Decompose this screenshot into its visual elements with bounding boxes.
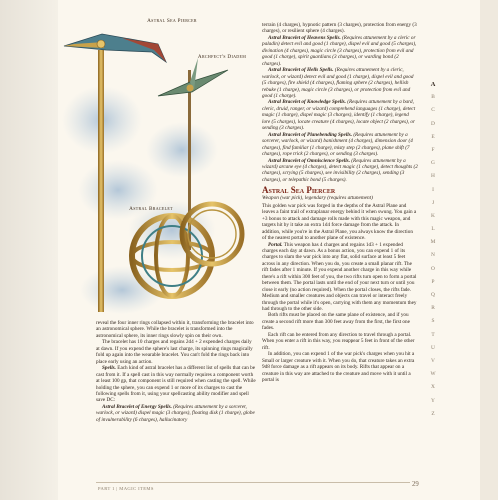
index-letter-n[interactable]: N <box>431 252 435 259</box>
index-letter-s[interactable]: S <box>431 318 435 325</box>
index-letter-m[interactable]: M <box>430 239 436 246</box>
item-subtitle: Weapon (war pick), legendary (requires attunement) <box>262 195 373 202</box>
index-letter-l[interactable]: L <box>431 226 435 233</box>
index-letter-t[interactable]: T <box>431 331 435 338</box>
energy-label: Astral Bracelet of Energy Spells. <box>102 403 172 410</box>
bracelet-paragraph: reveal the four inner rings collapsed within it, transforming the bracelet into an astronomical sphere. While the bracelet is transformed into the astronomical sphere, its inner rings slowly spin on their own. <box>96 320 254 339</box>
omniscience-paragraph: Astral Bracelet of Omniscience Spells. (Requires attunement by a wizard) arcane eye (4 charges), detect magic (1 charge), detect thoughts (2 charges), scrying (5 charges), see invisibility (2 charges), sending (3 charges), or telepathic bond (5 charges). <box>262 157 418 183</box>
index-letter-o[interactable]: O <box>431 265 435 272</box>
index-letter-r[interactable]: R <box>431 305 435 312</box>
index-letter-b[interactable]: B <box>431 94 435 101</box>
index-letter-h[interactable]: H <box>431 173 435 180</box>
spells-paragraph: Spells. Each kind of astral bracelet has a different list of spells that can be cast from it. If a spell cast in this way normally requires a component worth at least 100 gp, that component is still required when casting the spell. While holding the sphere, you can expend 1 or more of its charges to cast the following spells from it, using your spellcasting ability modifier and spell save DC: <box>96 365 256 404</box>
index-letter-w[interactable]: W <box>430 371 436 378</box>
right-margin <box>480 0 498 500</box>
index-letter-k[interactable]: K <box>431 212 435 219</box>
index-letter-j[interactable]: J <box>431 199 435 206</box>
left-margin <box>0 0 58 500</box>
index-letter-a[interactable]: A <box>430 81 436 88</box>
index-letter-p[interactable]: P <box>431 278 435 285</box>
index-letter-u[interactable]: U <box>431 344 435 351</box>
energy-paragraph: Astral Bracelet of Energy Spells. (Requires attunement by a sorcerer, warlock, or wizard) dispel magic (3 charges), floating disk (1 charge), globe of invulnerability (6 charges), hallucinatory <box>96 403 255 423</box>
index-letter-v[interactable]: V <box>431 357 435 364</box>
index-letter-z[interactable]: Z <box>431 410 435 417</box>
index-letter-d[interactable]: D <box>431 120 435 127</box>
planebending-paragraph: Astral Bracelet of Planebending Spells. (Requires attunement by a sorcerer, warlock, or wizard) banishment (4 charges), dimension door (4 charges), find familiar (1 charge), misty step (2 charges), plane shift (7 charges), rope trick (2 charges), or sending (3 charges). <box>262 131 413 158</box>
index-letter-x[interactable]: X <box>431 384 435 391</box>
piercer-paragraph: This golden war pick was forged in the depths of the Astral Plane and leaves a faint trail of extraplanar energy behind it when swung. You gain a +3 bonus to attack and damage rolls made with this magic weapon, and targets hit by it take an extra 1d4 force damage from the attack. In addition, while you're in the Astral Plane, you always know the direction of the nearest portal to another plane of existence. <box>262 202 417 242</box>
portal-paragraph: Portal. This weapon has 4 charges and regains 1d3 + 1 expended charges each day at dawn. As a bonus action, you can expend 1 of its charges to slam the war pick into any flat, solid surface at least 5 feet across in any direction. When you do, you create a small planar rift. The rift fades after 1 minute. If you expend another charge in this way while there's a rift within 300 feet of you, the two rifts turn open to form a portal between them. The portal lasts until the end of your next turn or until you close it early (no action required). When the portal closes, the rifts fade. Medium and smaller creatures and objects can travel or interact freely through the portal while it's open, carrying with them any momentum they had through to the other side. <box>262 241 417 313</box>
footer-label: PART 1 | MAGIC ITEMS <box>98 486 154 491</box>
spells-label: Spells. <box>102 365 116 372</box>
index-letter-f[interactable]: F <box>431 146 435 153</box>
caption-bracelet: Astral Bracelet <box>129 206 173 212</box>
piercer-paragraph: In addition, you can expend 1 of the war pick's charges when you hit a Small or larger creature with it. When you do, that creature takes an extra 9d8 force damage as a rift appears on its body. Rifts that appear on a creature in this way are attached to the creature and move with it until a portal is <box>262 351 415 384</box>
page-number: 29 <box>412 481 419 488</box>
footer-rule <box>96 482 410 483</box>
piercer-handle <box>98 50 104 312</box>
hells-paragraph: Astral Bracelet of Hells Spells. (Requires attunement by a cleric, warlock, or wizard) detect evil and good (1 charge), dispel evil and good (5 charges), fire shield (4 charges), flaming sphere (2 charges), hellish rebuke (1 charge), magic circle (3 charges), or protection from evil and good (1 charge). <box>262 67 414 99</box>
index-letter-i[interactable]: I <box>432 186 434 193</box>
heavens-paragraph: Astral Bracelet of Heavens Spells. (Requires attunement by a cleric or paladin) detect evil and good (1 charge), dispel evil and good (5 charges), divination (4 charges), magic circle (3 charges), protection from evil and good (1 charge), spirit guardians (3 charges), or warding bond (2 charges). <box>262 34 417 67</box>
piercer-paragraph: Both rifts must be placed on the same plane of existence, and if you create a second rift more than 300 feet away from the first, the first one fades. <box>262 312 410 332</box>
energy-continued: terrain (4 charges), hypnotic pattern (3 charges), protection from energy (3 charges), or resilient sphere (4 charges). <box>262 22 417 35</box>
index-letter-e[interactable]: E <box>431 133 435 140</box>
left-column <box>96 320 256 423</box>
right-column <box>262 22 418 383</box>
alphabet-index <box>428 78 438 421</box>
knowledge-paragraph: Astral Bracelet of Knowledge Spells. (Requires attunement by a bard, cleric, druid, ranger, or wizard) comprehend languages (1 charge), detect magic (1 charge), dispel magic (3 charges), identify (1 charge), legend lore (5 charges), locate creature (4 charges), locate object (2 charges), or sending (3 charges). <box>262 99 416 132</box>
caption-piercer: Astral Sea Piercer <box>147 18 197 24</box>
index-letter-g[interactable]: G <box>431 160 435 167</box>
portal-label: Portal. <box>268 241 283 248</box>
piercer-paragraph: Each rift can be entered from any direction to travel through a portal. When you enter a rift in this way, you reappear 5 feet in front of the other rift. <box>262 331 415 351</box>
index-letter-y[interactable]: Y <box>431 397 435 404</box>
bracelet-paragraph: The bracelet has 10 charges and regains 2d4 + 2 expended charges daily at dawn. If you expend the sphere's last charge, its spinning rings magically fold up again into the wearable bracelet. You can't fold the rings back into place early using an action. <box>96 339 253 365</box>
caption-diadem: Archfect's Diadem <box>197 54 247 60</box>
item-title: Astral Sea Piercer <box>262 185 336 196</box>
index-letter-q[interactable]: Q <box>431 292 435 298</box>
index-letter-c[interactable]: C <box>431 107 435 114</box>
magic-items-illustration <box>62 0 258 320</box>
